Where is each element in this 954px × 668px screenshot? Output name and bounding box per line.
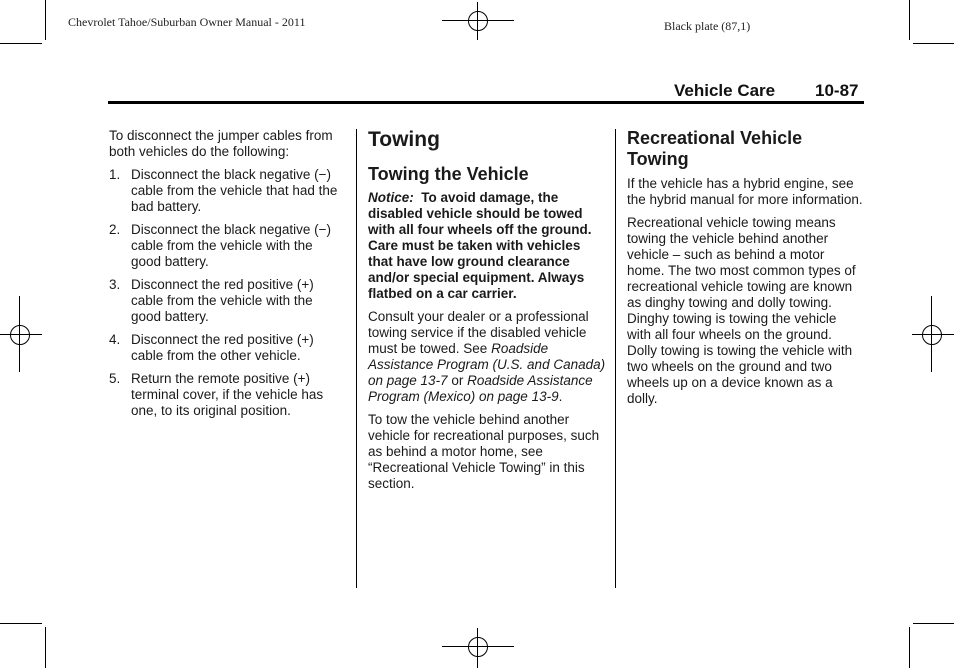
notice-text: To avoid damage, the disabled vehicle should be towed with all four wheels off the ground. Care must be taken with vehicles that have low ground clearance and/or special equipment. Always flatbed on a car carrier. [368, 190, 592, 301]
step-number: 4. [109, 332, 121, 347]
list-item [109, 277, 345, 325]
crop-mark-top-left-v [45, 0, 46, 40]
notice-paragraph [368, 190, 606, 302]
header-rule [108, 101, 864, 104]
step-text: Disconnect the red positive (+) cable from the vehicle with the good battery. [131, 277, 314, 324]
slug-right: Black plate (87,1) [664, 19, 751, 33]
towing-heading: Towing [368, 128, 440, 151]
step-text: Disconnect the black negative (−) cable from the vehicle with the good battery. [131, 222, 331, 269]
recreational-towing-paragraph: Recreational vehicle towing means towing the vehicle behind another vehicle – such as behind a motor home. The two most common types of recreational vehicle towing are known as dinghy towing and dolly towing. Dinghy towing is towing the vehicle with all four wheels on the ground. Dolly towing is towing the vehicle with two wheels on the ground and two wheels up on a device known as a dolly. [627, 215, 856, 406]
list-item [109, 371, 345, 419]
column-3 [627, 128, 863, 414]
crop-mark-top-left-h [0, 43, 42, 44]
column-divider-2 [615, 129, 616, 588]
list-item [109, 332, 345, 364]
intro-paragraph: To disconnect the jumper cables from both vehicles do the following: [109, 128, 333, 159]
step-number: 5. [109, 371, 121, 386]
registration-mark-top [442, 2, 514, 40]
step-number: 1. [109, 167, 121, 182]
registration-mark-right [912, 296, 954, 372]
step-text: Return the remote positive (+) terminal cover, if the vehicle has one, to its original position. [131, 371, 324, 418]
registration-mark-left [0, 296, 42, 372]
conjunction-text: or [447, 373, 468, 388]
recreational-vehicle-towing-heading: Recreational Vehicle Towing [627, 128, 803, 169]
consult-dealer-paragraph [368, 309, 606, 405]
towing-the-vehicle-heading: Towing the Vehicle [368, 164, 529, 184]
page-number: 10-87 [815, 81, 859, 100]
cross-reference-link[interactable]: Roadside Assistance Program (U.S. and Canada) on page 13-7 [368, 341, 606, 388]
column-divider-1 [356, 129, 357, 588]
recreational-reference-paragraph: To tow the vehicle behind another vehicle for recreational purposes, such as behind a motor home, see “Recreational Vehicle Towing” in this section. [368, 412, 600, 491]
registration-mark-bottom [442, 628, 514, 668]
step-text: Disconnect the red positive (+) cable from the other vehicle. [131, 332, 314, 363]
column-1 [109, 128, 345, 426]
step-text: Disconnect the black negative (−) cable from the vehicle that had the bad battery. [131, 167, 338, 214]
section-title: Vehicle Care [674, 81, 776, 100]
notice-label: Notice: [368, 190, 414, 205]
crop-mark-bottom-right-v [909, 627, 910, 668]
steps-list [109, 167, 345, 419]
crop-mark-top-right-h [913, 43, 954, 44]
list-item [109, 222, 345, 270]
crop-mark-bottom-right-h [913, 623, 954, 624]
step-number: 3. [109, 277, 121, 292]
cross-reference-link[interactable]: Roadside Assistance Program (Mexico) on page 13-9 [368, 373, 593, 404]
column-2 [368, 128, 606, 499]
consult-text: Consult your dealer or a professional towing service if the disabled vehicle must be towed. See [368, 309, 589, 356]
crop-mark-bottom-left-h [0, 623, 42, 624]
step-number: 2. [109, 222, 121, 237]
list-item [109, 167, 345, 215]
crop-mark-bottom-left-v [45, 627, 46, 668]
period-text: . [558, 389, 563, 404]
slug-left: Chevrolet Tahoe/Suburban Owner Manual - 2011 [68, 15, 306, 29]
hybrid-paragraph: If the vehicle has a hybrid engine, see the hybrid manual for more information. [627, 176, 863, 207]
crop-mark-top-right-v [909, 0, 910, 40]
